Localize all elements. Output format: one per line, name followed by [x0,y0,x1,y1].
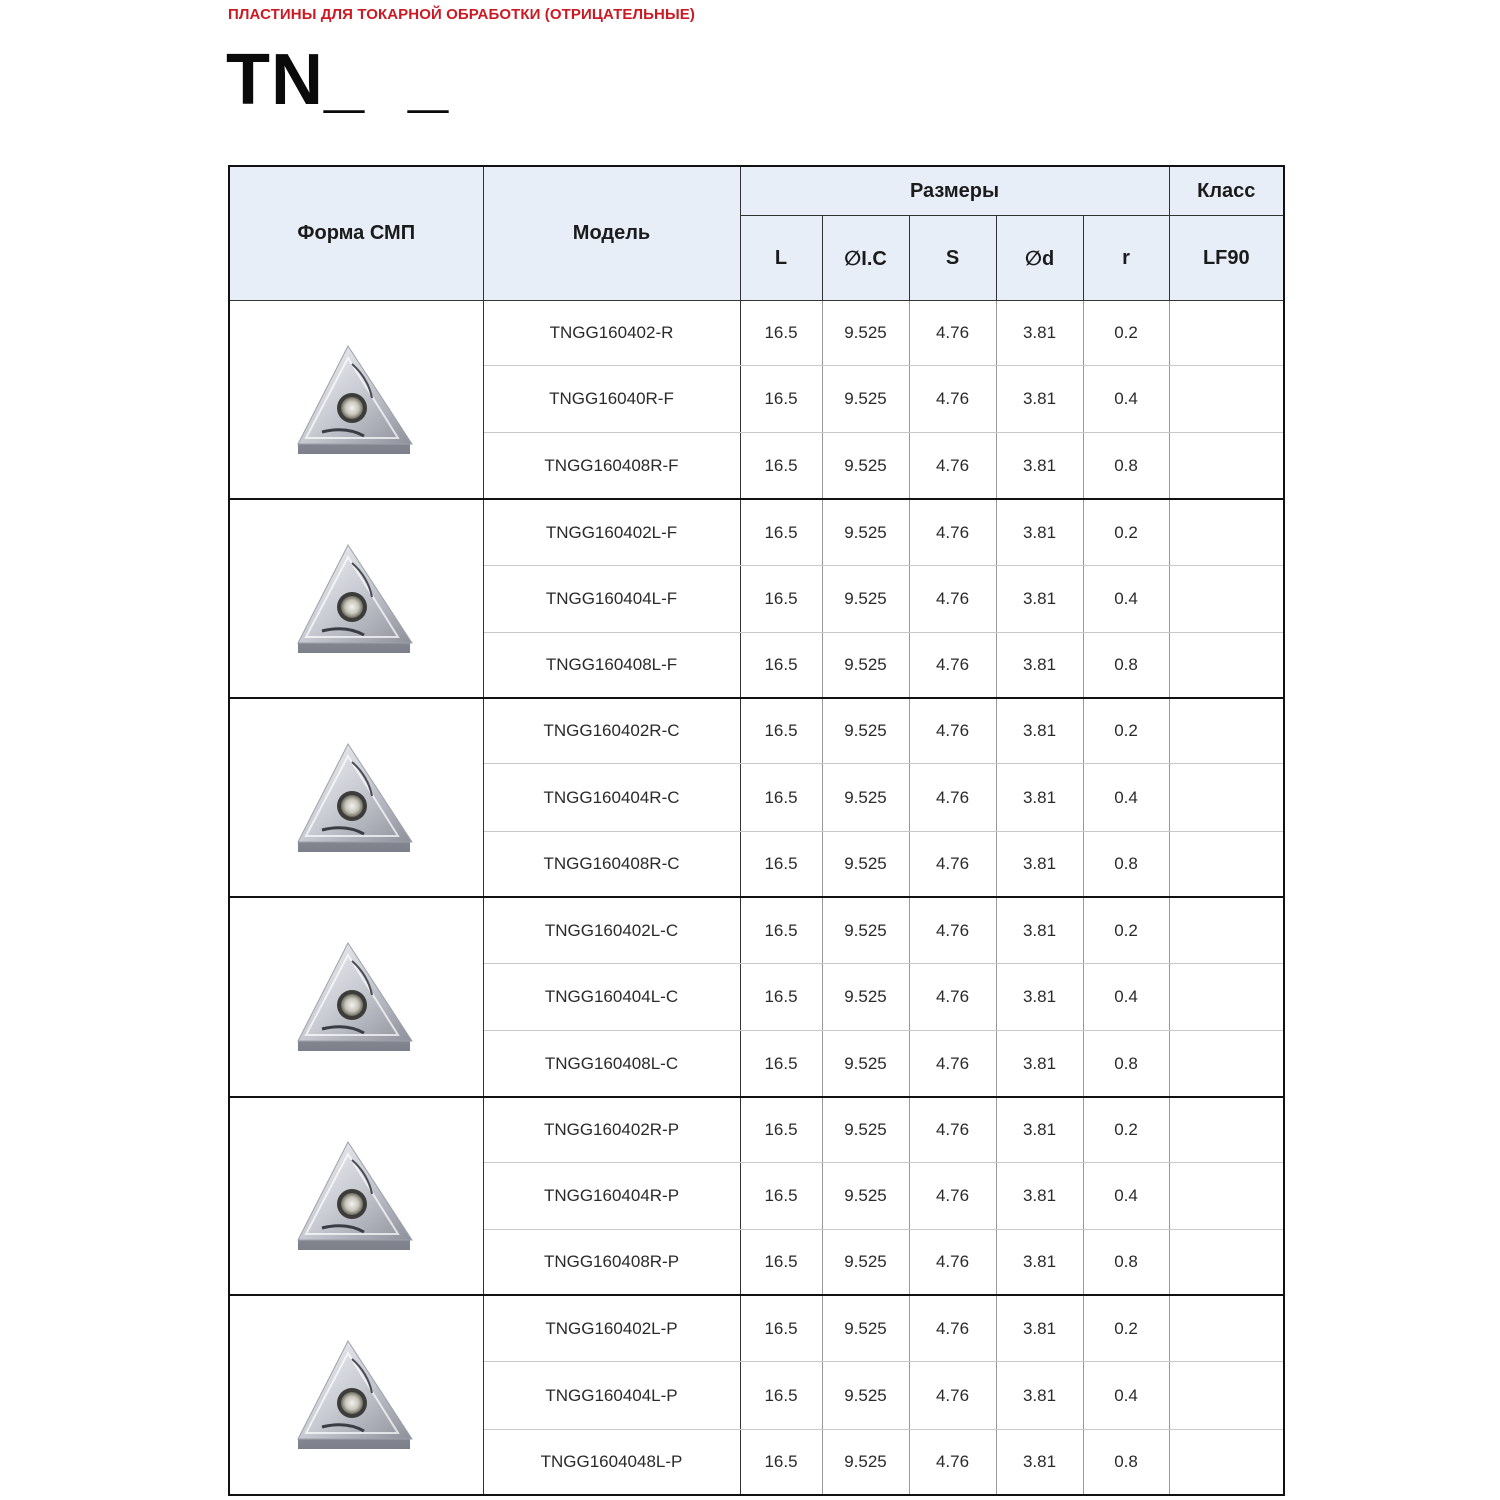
cell-r: 0.2 [1083,301,1169,366]
cell-class [1169,897,1284,964]
cell-L: 16.5 [740,633,822,699]
cell-S: 4.76 [909,433,996,500]
cell-d: 3.81 [996,1362,1083,1430]
triangular-insert-icon [286,539,426,659]
cell-L: 16.5 [740,698,822,764]
cell-class [1169,1097,1284,1163]
cell-S: 4.76 [909,499,996,566]
cell-d: 3.81 [996,1163,1083,1230]
cell-d: 3.81 [996,832,1083,898]
cell-class [1169,499,1284,566]
cell-S: 4.76 [909,633,996,699]
cell-S: 4.76 [909,566,996,633]
triangular-insert-icon [286,340,426,460]
cell-L: 16.5 [740,566,822,633]
cell-class [1169,366,1284,433]
table-row [229,499,1284,566]
cell-ic: 9.525 [822,1031,909,1098]
cell-model: TNGG160408R-C [483,832,740,898]
col-header-class: Класс [1169,166,1284,216]
cell-class [1169,433,1284,500]
cell-L: 16.5 [740,1362,822,1430]
cell-class [1169,633,1284,699]
cell-ic: 9.525 [822,1430,909,1496]
cell-ic: 9.525 [822,698,909,764]
cell-r: 0.2 [1083,499,1169,566]
cell-ic: 9.525 [822,499,909,566]
cell-r: 0.2 [1083,1295,1169,1362]
col-header-ic [822,216,909,301]
cell-model: TNGG160408R-P [483,1230,740,1296]
cell-class [1169,1295,1284,1362]
cell-model: TNGG160402R-C [483,698,740,764]
cell-ic: 9.525 [822,433,909,500]
cell-d: 3.81 [996,366,1083,433]
cell-r: 0.8 [1083,832,1169,898]
cell-model: TNGG160408L-F [483,633,740,699]
cell-r: 0.8 [1083,1230,1169,1296]
cell-model: TNGG160404R-C [483,764,740,832]
cell-r: 0.4 [1083,366,1169,433]
cell-ic: 9.525 [822,897,909,964]
cell-S: 4.76 [909,1430,996,1496]
col-header-S: S [909,216,996,301]
cell-d: 3.81 [996,1031,1083,1098]
cell-d: 3.81 [996,301,1083,366]
cell-S: 4.76 [909,301,996,366]
cell-L: 16.5 [740,366,822,433]
cell-L: 16.5 [740,433,822,500]
col-header-ic-label: I.C [861,247,887,270]
cell-class [1169,301,1284,366]
table-row [229,301,1284,366]
cell-d: 3.81 [996,1430,1083,1496]
insert-shape-cell [229,897,483,1097]
cell-d: 3.81 [996,964,1083,1031]
cell-model: TNGG160404L-C [483,964,740,1031]
cell-class [1169,1163,1284,1230]
cell-S: 4.76 [909,1230,996,1296]
cell-ic: 9.525 [822,1097,909,1163]
cell-L: 16.5 [740,1097,822,1163]
insert-shape-cell [229,1097,483,1295]
cell-L: 16.5 [740,1163,822,1230]
cell-ic: 9.525 [822,633,909,699]
page-title-suffix: _ _ [323,40,461,120]
col-header-model: Модель [483,166,740,301]
cell-ic: 9.525 [822,1230,909,1296]
cell-S: 4.76 [909,366,996,433]
cell-model: TNGG1604048L-P [483,1430,740,1496]
cell-d: 3.81 [996,897,1083,964]
cell-S: 4.76 [909,1295,996,1362]
cell-ic: 9.525 [822,1295,909,1362]
cell-class [1169,764,1284,832]
cell-class [1169,1362,1284,1430]
cell-L: 16.5 [740,301,822,366]
page-title-text: TN [226,40,324,120]
cell-r: 0.8 [1083,1031,1169,1098]
cell-ic: 9.525 [822,1362,909,1430]
cell-model: TNGG160408R-F [483,433,740,500]
cell-class [1169,1031,1284,1098]
col-header-L: L [740,216,822,301]
cell-r: 0.2 [1083,698,1169,764]
cell-ic: 9.525 [822,566,909,633]
cell-S: 4.76 [909,764,996,832]
cell-L: 16.5 [740,832,822,898]
cell-r: 0.4 [1083,964,1169,1031]
cell-r: 0.4 [1083,1163,1169,1230]
cell-L: 16.5 [740,1295,822,1362]
cell-d: 3.81 [996,764,1083,832]
cell-d: 3.81 [996,499,1083,566]
cell-r: 0.8 [1083,433,1169,500]
cell-S: 4.76 [909,1031,996,1098]
col-header-r: r [1083,216,1169,301]
cell-L: 16.5 [740,1031,822,1098]
cell-model: TNGG160404L-F [483,566,740,633]
cell-model: TNGG160402L-P [483,1295,740,1362]
triangular-insert-icon [286,738,426,858]
cell-S: 4.76 [909,832,996,898]
cell-S: 4.76 [909,1163,996,1230]
cell-L: 16.5 [740,499,822,566]
cell-ic: 9.525 [822,964,909,1031]
cell-class [1169,1430,1284,1496]
cell-d: 3.81 [996,433,1083,500]
cell-model: TNGG160402L-C [483,897,740,964]
cell-r: 0.2 [1083,1097,1169,1163]
insert-shape-cell [229,499,483,698]
cell-ic: 9.525 [822,366,909,433]
cell-ic: 9.525 [822,301,909,366]
cell-S: 4.76 [909,897,996,964]
cell-d: 3.81 [996,698,1083,764]
col-header-dimensions: Размеры [740,166,1169,216]
cell-r: 0.8 [1083,633,1169,699]
col-header-shape: Форма СМП [229,166,483,301]
table-row [229,897,1284,964]
insert-spec-table [228,165,1285,1496]
cell-L: 16.5 [740,897,822,964]
cell-model: TNGG160402-R [483,301,740,366]
cell-model: TNGG160408L-C [483,1031,740,1098]
cell-d: 3.81 [996,633,1083,699]
table-row [229,1295,1284,1362]
cell-L: 16.5 [740,1430,822,1496]
cell-ic: 9.525 [822,832,909,898]
cell-class [1169,964,1284,1031]
cell-d: 3.81 [996,1295,1083,1362]
cell-model: TNGG160402R-P [483,1097,740,1163]
cell-model: TNGG160404L-P [483,1362,740,1430]
cell-model: TNGG160404R-P [483,1163,740,1230]
cell-r: 0.8 [1083,1430,1169,1496]
col-header-grade: LF90 [1169,216,1284,301]
cell-class [1169,832,1284,898]
cell-L: 16.5 [740,764,822,832]
cell-L: 16.5 [740,1230,822,1296]
col-header-d-label: d [1041,247,1055,270]
triangular-insert-icon [286,1136,426,1256]
page-subtitle: ПЛАСТИНЫ ДЛЯ ТОКАРНОЙ ОБРАБОТКИ (ОТРИЦАТЕЛЬНЫЕ) [228,6,695,23]
cell-class [1169,1230,1284,1296]
insert-shape-cell [229,1295,483,1495]
page-title [226,40,460,120]
cell-model: TNGG16040R-F [483,366,740,433]
cell-class [1169,698,1284,764]
diameter-icon: ∅ [1024,247,1042,270]
cell-ic: 9.525 [822,1163,909,1230]
cell-ic: 9.525 [822,764,909,832]
cell-model: TNGG160402L-F [483,499,740,566]
cell-d: 3.81 [996,1097,1083,1163]
cell-d: 3.81 [996,1230,1083,1296]
cell-r: 0.4 [1083,566,1169,633]
cell-r: 0.4 [1083,764,1169,832]
table-row [229,1097,1284,1163]
insert-shape-cell [229,301,483,500]
cell-S: 4.76 [909,964,996,1031]
cell-S: 4.76 [909,1097,996,1163]
cell-L: 16.5 [740,964,822,1031]
col-header-d [996,216,1083,301]
cell-r: 0.4 [1083,1362,1169,1430]
triangular-insert-icon [286,937,426,1057]
cell-S: 4.76 [909,698,996,764]
cell-d: 3.81 [996,566,1083,633]
cell-S: 4.76 [909,1362,996,1430]
cell-class [1169,566,1284,633]
cell-r: 0.2 [1083,897,1169,964]
triangular-insert-icon [286,1335,426,1455]
table-row [229,698,1284,764]
insert-shape-cell [229,698,483,897]
diameter-icon: ∅ [844,247,862,270]
